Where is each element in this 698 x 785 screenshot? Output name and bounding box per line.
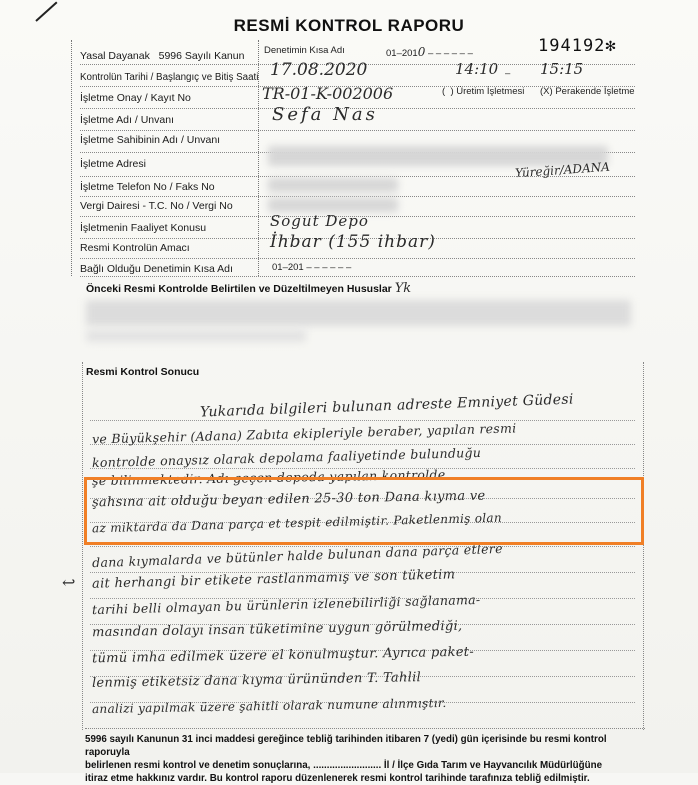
end-time: 15:15 xyxy=(540,60,584,78)
retail-checkbox: (X) Perakende İşletme xyxy=(540,86,635,97)
legal-notice-line-3: itiraz etme hakkınız vardır. Bu kontrol raporu düzenlenerek resmi kontrol tarihinde tarafınıza tebliğ edilmiştir. xyxy=(85,773,590,784)
redacted-phone xyxy=(268,178,398,192)
purpose-value: İhbar (155 ihbar) xyxy=(270,232,436,252)
report-title: RESMİ KONTROL RAPORU xyxy=(233,16,465,35)
result-line: lenmiş etiketsiz dana kıyma ürününden T. Tahlil xyxy=(91,670,422,691)
unit-short-label: Denetimin Kısa Adı xyxy=(264,45,345,56)
report-number: 194192✻ xyxy=(538,36,617,56)
result-rule xyxy=(90,420,635,421)
legal-basis-label: Yasal Dayanak xyxy=(80,50,150,62)
approval-label: İşletme Onay / Kayıt No xyxy=(80,92,191,104)
result-line: dana kıymalarda ve bütünler halde bulunan dana parça etlere xyxy=(91,540,503,571)
previous-findings-heading xyxy=(86,281,411,296)
result-line: tümü imha edilmek üzere el konulmuştur. Ayrıca paket- xyxy=(91,644,475,667)
legal-notice-line-2a: belirlenen resmi kontrol ve denetim sonuçlarına, xyxy=(85,760,311,771)
business-name-label: İşletme Adı / Unvanı xyxy=(80,114,174,126)
row-rule xyxy=(80,130,635,131)
row-rule xyxy=(80,196,635,197)
retail-label: Perakende İşletme xyxy=(555,86,635,97)
time-separator: – xyxy=(505,68,511,79)
redacted-tax xyxy=(268,198,398,212)
parent-unit-code: 01–201 – – – – – – xyxy=(272,262,352,273)
parent-unit-label: Bağlı Olduğu Denetimin Kısa Adı xyxy=(80,263,233,275)
legal-notice-line-1: 5996 sayılı Kanunun 31 inci maddesi gereğince tebliğ tarihinden itibaren 7 (yedi) gün içerisinde bu resmi kontrol raporuyla xyxy=(85,734,607,758)
previous-findings-value: Yk xyxy=(394,281,412,296)
legal-notice-line-2b: İl / İlçe Gıda Tarım ve Hayvancılık Müdürlüğüne xyxy=(383,760,603,771)
legal-notice xyxy=(85,728,645,785)
phone-label: İşletme Telefon No / Faks No xyxy=(80,181,215,193)
redacted-previous xyxy=(86,300,631,326)
previous-findings-heading-text: Önceki Resmi Kontrolde Belirtilen ve Düzeltilmeyen Hususlar xyxy=(86,283,392,295)
unit-code: 01–2010 – – – – – – xyxy=(386,45,473,59)
approval-number: TR-01-K-002006 xyxy=(262,84,394,103)
date-time-label: Kontrolün Tarihi / Başlangıç ve Bitiş Saati xyxy=(80,72,259,83)
business-name: Sefa Nas xyxy=(272,104,378,125)
row-rule xyxy=(80,258,635,259)
unit-code-handwritten: 0 xyxy=(417,45,426,59)
parent-code-text: 01–201 xyxy=(272,262,304,273)
address-label: İşletme Adresi xyxy=(80,158,146,170)
result-line: analizi yapılmak üzere şahitli olarak numune alınmıştır. xyxy=(91,695,447,717)
result-line: masından dolayı insan tüketimine uygun görülmediği, xyxy=(91,618,463,641)
tax-label: Vergi Dairesi - T.C. No / Vergi No xyxy=(80,200,233,212)
inspection-date: 17.08.2020 xyxy=(270,60,368,80)
result-line: ait herhangi bir etikete rastlanmamış ve son tüketim xyxy=(91,567,456,592)
row-rule xyxy=(80,176,635,177)
result-line: şe bilinmektedir. Adı geçen depoda yapılan kontrolde xyxy=(91,466,446,489)
result-line: şahsına ait olduğu beyan edilen 25-30 ton Dana kıyma ve xyxy=(91,488,486,511)
purpose-label: Resmi Kontrolün Amacı xyxy=(80,242,190,254)
result-line: az miktarda da Dana parça et tespit edilmiştir. Paketlenmiş olan xyxy=(91,510,503,536)
activity-label: İşletmenin Faaliyet Konusu xyxy=(80,222,207,234)
unit-code-printed: 01–201 xyxy=(386,48,418,59)
result-line: tarihi belli olmayan bu ürünlerin izlenebilirliği sağlanama- xyxy=(91,591,481,618)
legal-basis-value: 5996 Sayılı Kanun xyxy=(158,50,245,62)
start-time: 14:10 xyxy=(455,60,499,78)
legal-notice-line-2: belirlenen resmi kontrol ve denetim sonuçlarına, ......................... İl / İlçe Gıda Tarım ve Hayvancılık Müdürlüğüne xyxy=(85,760,603,771)
owner-label: İşletme Sahibinin Adı / Unvanı xyxy=(80,134,221,146)
row-rule xyxy=(80,276,635,277)
margin-arrow-mark: ↩ xyxy=(62,573,76,592)
result-line: Yukarıda bilgileri bulunan adreste Emniyet Güdesi xyxy=(199,391,574,421)
result-heading: Resmi Kontrol Sonucu xyxy=(86,366,200,378)
production-checkbox: ( ) Üretim İşletmesi xyxy=(442,86,525,97)
legal-basis xyxy=(80,50,244,62)
retail-mark: X xyxy=(543,86,550,97)
address-district: Yüreğir/ADANA xyxy=(514,159,611,181)
activity-value: Sogut Depo xyxy=(270,212,369,230)
result-line: ve Büyükşehir (Adana) Zabıta ekipleriyle beraber, yapılan resmi xyxy=(91,420,517,447)
production-label: Üretim İşletmesi xyxy=(456,86,525,97)
result-line: kontrolde onaysız olarak depolama faaliyetinde bulunduğu xyxy=(91,444,482,471)
redacted-previous-2 xyxy=(86,330,306,342)
highlight-box xyxy=(84,477,644,545)
